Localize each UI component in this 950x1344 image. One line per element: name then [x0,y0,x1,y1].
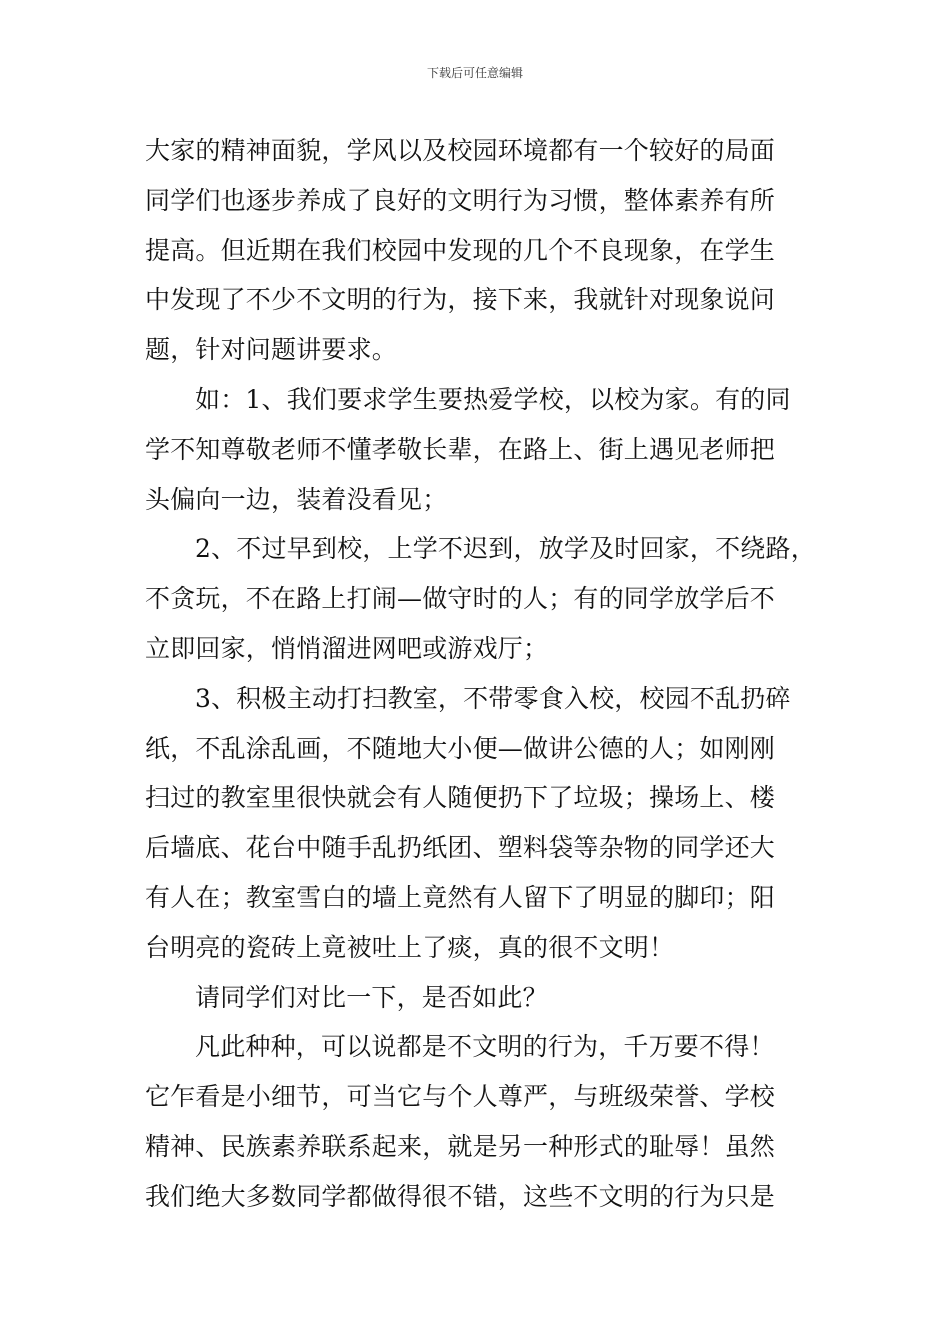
text-line: 后墙底、花台中随手乱扔纸团、塑料袋等杂物的同学还大 [145,833,776,863]
text-line: 头偏向一边，装着没看见； [145,484,448,514]
page-header: 下载后可任意编辑 [426,66,523,80]
text-line: 精神、民族素养联系起来，就是另一种形式的耻辱！虽然 [145,1131,776,1161]
text-line: 凡此种种，可以说都是不文明的行为，千万要不得！ [195,1032,775,1062]
text-line: 学不知尊敬老师不懂孝敬长辈，在路上、街上遇见老师把 [145,434,776,464]
text-line: 同学们也逐步养成了良好的文明行为习惯，整体素养有所 [145,185,776,215]
text-line: 有人在；教室雪白的墙上竟然有人留下了明显的脚印；阳 [145,882,776,912]
text-line: 我们绝大多数同学都做得很不错，这些不文明的行为只是 [145,1181,776,1211]
text-line: 它乍看是小细节，可当它与个人尊严，与班级荣誉、学校 [145,1082,776,1112]
text-line: 2、不过早到校，上学不迟到，放学及时回家，不绕路， [195,534,816,564]
text-line: 请同学们对比一下，是否如此？ [195,982,548,1012]
text-line: 3、积极主动打扫教室，不带零食入校，校园不乱扔碎 [195,683,791,713]
text-line: 大家的精神面貌，学风以及校园环境都有一个较好的局面 [145,136,776,165]
text-line: 题，针对问题讲要求。 [145,335,398,365]
text-line: 台明亮的瓷砖上竟被吐上了痰，真的很不文明！ [145,932,675,962]
document-body [145,126,816,1222]
text-line: 扫过的教室里很快就会有人随便扔下了垃圾；操场上、楼 [145,783,776,813]
text-line: 立即回家，悄悄溜进网吧或游戏厅； [145,633,549,663]
text-line: 如：1、我们要求学生要热爱学校，以校为家。有的同 [195,384,791,414]
text-line: 不贪玩，不在路上打闹—做守时的人；有的同学放学后不 [145,584,776,614]
text-line: 纸，不乱涂乱画，不随地大小便—做讲公德的人；如刚刚 [145,733,776,763]
text-line: 提高。但近期在我们校园中发现的几个不良现象，在学生 [145,235,776,265]
text-line: 中发现了不少不文明的行为，接下来，我就针对现象说问 [145,285,776,315]
